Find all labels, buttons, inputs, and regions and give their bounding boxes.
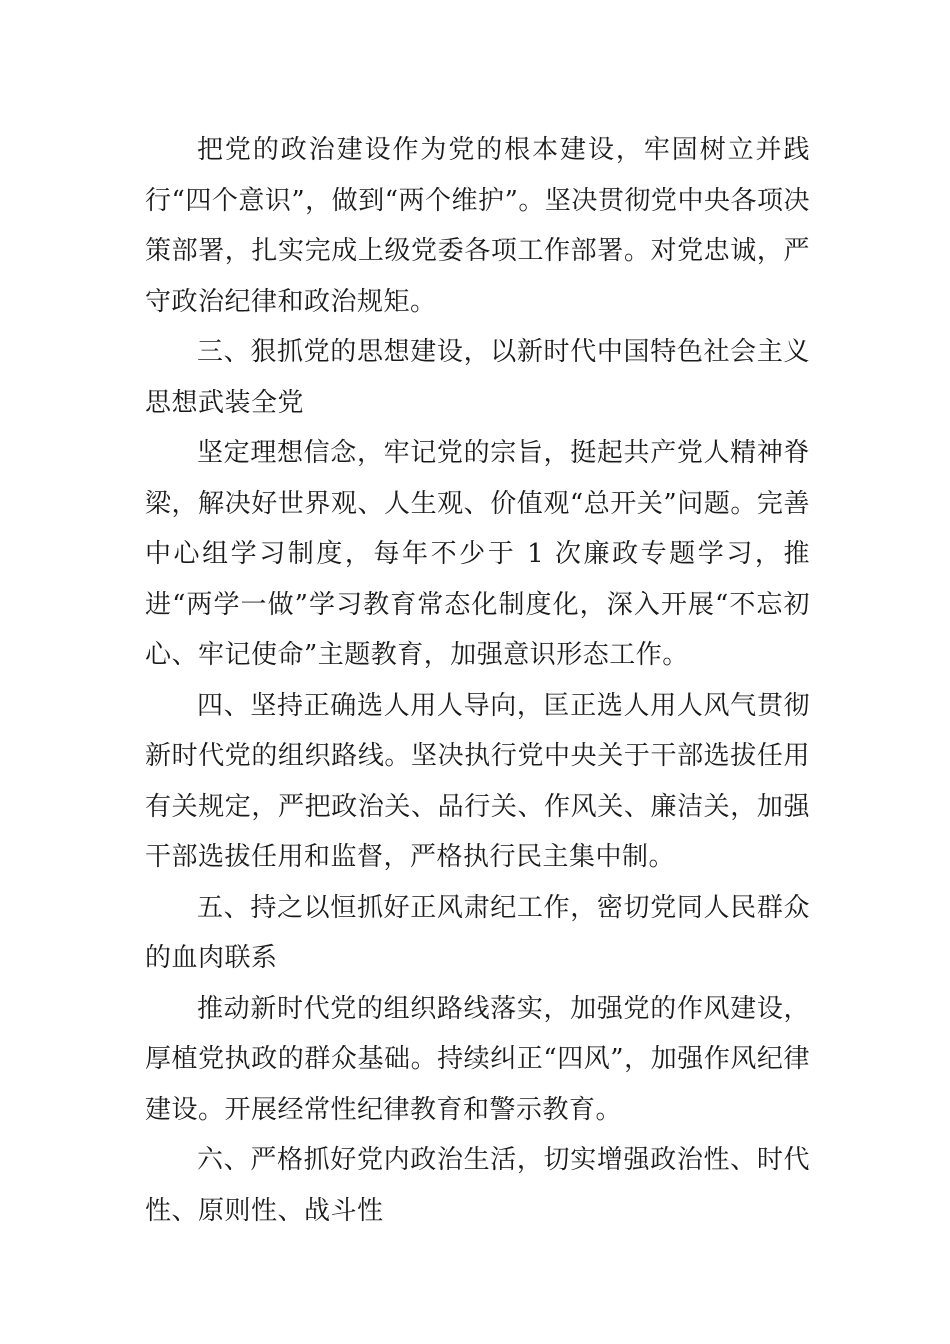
heading-section-six: 六、严格抓好党内政治生活，切实增强政治性、时代性、原则性、战斗性 [145, 1145, 810, 1226]
heading-section-three: 三、狠抓党的思想建设，以新时代中国特色社会主义思想武装全党 [145, 337, 810, 418]
paragraph-work-style: 推动新时代党的组织路线落实，加强党的作风建设，厚植党执政的群众基础。持续纠正“四风”，加强作风纪律建设。开展经常性纪律教育和警示教育。 [145, 993, 810, 1125]
heading-section-four: 四、坚持正确选人用人导向，匡正选人用人风气贯彻新时代党的组织路线。坚决执行党中央关于干部选拔任用有关规定，严把政治关、品行关、作风关、廉洁关，加强干部选拔任用和监督，严格执行民主集中制。 [145, 690, 810, 872]
heading-section-five: 五、持之以恒抓好正风肃纪工作，密切党同人民群众的血肉联系 [145, 892, 810, 973]
document-body [145, 125, 810, 1236]
paragraph-ideological-building: 坚定理想信念，牢记党的宗旨，挺起共产党人精神脊梁，解决好世界观、人生观、价值观“总开关”问题。完善中心组学习制度，每年不少于 1 次廉政专题学习，推进“两学一做”学习教育常态化制度化，深入开展“不忘初心、牢记使命”主题教育，加强意识形态工作。 [145, 438, 810, 670]
paragraph-political-building: 把党的政治建设作为党的根本建设，牢固树立并践行“四个意识”，做到“两个维护”。坚决贯彻党中央各项决策部署，扎实完成上级党委各项工作部署。对党忠诚，严守政治纪律和政治规矩。 [145, 135, 810, 317]
